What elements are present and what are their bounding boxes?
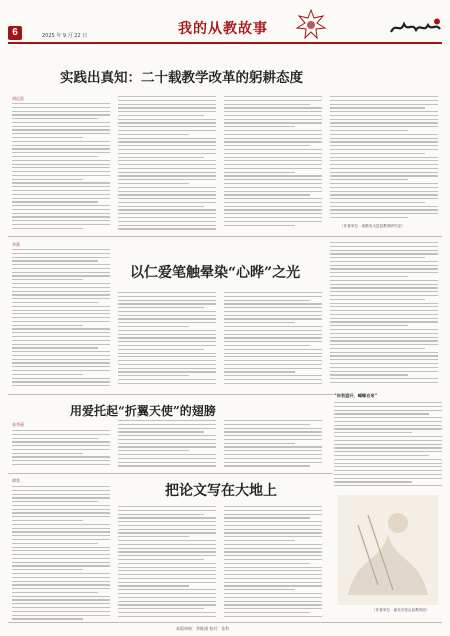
article-1-col-3 bbox=[224, 96, 322, 233]
issue-date: 2025 年 9 月 22 日 bbox=[42, 33, 88, 39]
article-4-author: 谭希 bbox=[12, 478, 20, 483]
article-2-col-4 bbox=[330, 242, 438, 390]
section-emblem bbox=[290, 8, 332, 42]
article-3-col-3 bbox=[224, 420, 322, 470]
divider-2 bbox=[8, 394, 333, 395]
article-1-col-2 bbox=[118, 96, 216, 233]
article-1-author: 胡远雷 bbox=[12, 96, 24, 101]
illustration bbox=[338, 495, 438, 605]
masthead-logo bbox=[388, 18, 442, 38]
article-2-col-1 bbox=[12, 249, 110, 391]
article-1-title: 实践出真知：二十载教学改革的躬耕态度 bbox=[60, 70, 303, 86]
article-4-col-1 bbox=[12, 486, 110, 622]
article-4-col-3 bbox=[224, 506, 322, 622]
article-1-col-4 bbox=[330, 96, 438, 220]
page-number: 6 bbox=[12, 27, 18, 38]
editor-credit: 本版审核：李维刚 校对：张科 bbox=[176, 626, 230, 631]
article-1-col-1 bbox=[12, 103, 110, 233]
article-4-title: 把论文写在大地上 bbox=[165, 483, 277, 499]
section-title: 我的从教故事 bbox=[178, 21, 268, 37]
sidebar-footer: （作者单位：南充市营山县教育局） bbox=[372, 608, 430, 612]
sidebar-top-quote: “你若盛开，蝴蝶自来” bbox=[334, 393, 378, 398]
article-2-title: 以仁爱笔触晕染“心晔”之光 bbox=[130, 265, 301, 281]
article-3-author: 张秀丽 bbox=[12, 422, 24, 427]
bottom-rule bbox=[8, 622, 442, 623]
divider-3 bbox=[8, 473, 333, 474]
article-2-col-2 bbox=[118, 292, 216, 390]
article-3-col-1 bbox=[12, 430, 110, 470]
divider-1 bbox=[8, 236, 442, 237]
article-3-col-2 bbox=[118, 420, 216, 470]
article-4-col-2 bbox=[118, 506, 216, 622]
sidebar-col bbox=[334, 402, 442, 492]
header-rule bbox=[8, 42, 442, 44]
article-2-author: 李燕 bbox=[12, 242, 20, 247]
article-2-col-3 bbox=[224, 292, 322, 390]
article-1-footer: （作者单位：成都市大邑县教育研究室） bbox=[340, 224, 405, 228]
article-3-title: 用爱托起“折翼天使”的翅膀 bbox=[70, 404, 216, 418]
